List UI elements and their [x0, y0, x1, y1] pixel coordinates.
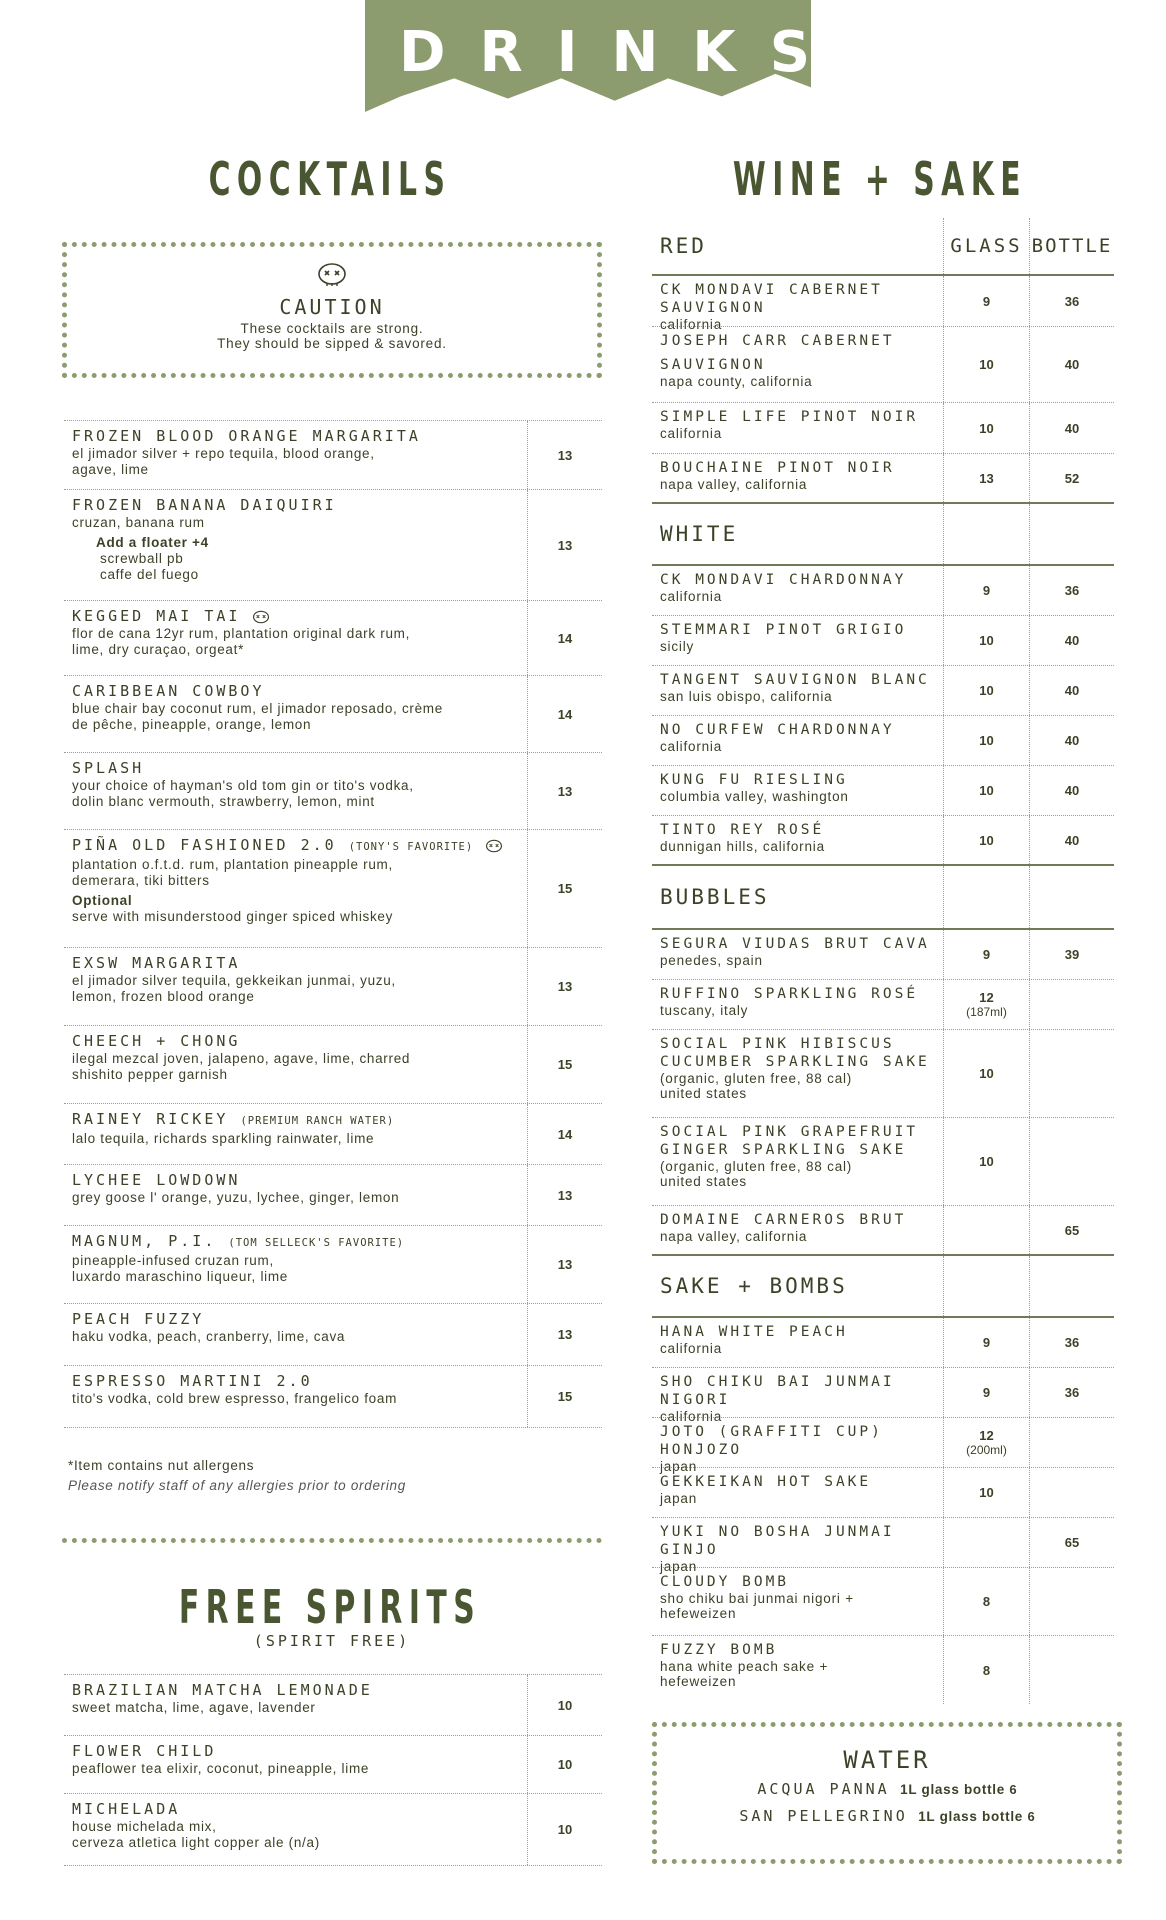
item-name: LYCHEE LOWDOWN [72, 1171, 241, 1189]
section-bubbles: BUBBLES [660, 885, 770, 909]
item-price: 13 [557, 979, 573, 994]
section-sake: SAKE + BOMBS [660, 1274, 848, 1298]
wine-name: SOCIAL PINK HIBISCUS [660, 1036, 895, 1052]
wine-name: DOMAINE CARNEROS BRUT [660, 1212, 907, 1228]
water-desc: 1L glass bottle [918, 1809, 1023, 1824]
list-item [64, 1736, 602, 1794]
wine-name: STEMMARI PINOT GRIGIO [660, 622, 907, 638]
bottle-price: 40 [1064, 420, 1080, 436]
wine-name: JOSEPH CARR CABERNET [660, 333, 895, 349]
wine-desc: hana white peach sake + [660, 1659, 829, 1674]
list-item [64, 601, 602, 676]
wine-row [652, 1368, 1114, 1424]
list-item [64, 1104, 602, 1165]
wine-row [652, 1518, 1114, 1574]
list-item [64, 490, 602, 601]
wine-row [652, 616, 1114, 666]
wine-region: california [660, 426, 723, 441]
wine-name: SIMPLE LIFE PINOT NOIR [660, 409, 919, 425]
wine-row [652, 1206, 1114, 1256]
bottle-price: 40 [1064, 733, 1080, 748]
water-price: 6 [1009, 1782, 1017, 1797]
item-price: 14 [557, 630, 573, 646]
item-desc: haku vodka, peach, cranberry, lime, cava [72, 1329, 346, 1344]
wine-note: (organic, gluten free, 88 cal) [660, 1071, 853, 1086]
wine-region: united states [660, 1086, 747, 1101]
glass-size: (200ml) [966, 1443, 1007, 1457]
item-tag: (PREMIUM RANCH WATER) [240, 1115, 395, 1127]
item-name: CHEECH + CHONG [72, 1032, 241, 1050]
glass-price: 8 [982, 1594, 991, 1609]
item-name: FROZEN BANANA DAIQUIRI [72, 496, 337, 514]
item-desc: cerveza atletica light copper ale (n/a) [72, 1835, 320, 1850]
wine-name: FUZZY BOMB [660, 1642, 778, 1658]
item-price: 13 [557, 1187, 573, 1203]
white-header-row [652, 504, 1114, 566]
wine-row [652, 1636, 1114, 1704]
wine-row [652, 666, 1114, 716]
item-price: 10 [557, 1757, 573, 1772]
wine-row [652, 1468, 1114, 1518]
item-price: 15 [557, 881, 573, 896]
item-desc: flor de cana 12yr rum, plantation original dark rum, [72, 626, 411, 641]
glass-price: 10 [979, 1154, 994, 1169]
item-desc: tito's vodka, cold brew espresso, frangelico foam [72, 1391, 398, 1406]
glass-price: 9 [982, 947, 991, 962]
glass-price: 10 [979, 420, 994, 436]
wine-name-line2: SAUVIGNON [660, 357, 766, 373]
glass-size: (187ml) [966, 1005, 1007, 1019]
item-desc: de pêche, pineapple, orange, lemon [72, 717, 312, 732]
wine-name: TINTO REY ROSÉ [660, 822, 825, 838]
wine-region: tuscany, italy [660, 1003, 749, 1018]
wine-region: california [660, 589, 723, 604]
list-item [64, 1794, 602, 1866]
item-name-row [72, 607, 519, 626]
bottle-price: 40 [1064, 633, 1080, 648]
list-item [64, 1366, 602, 1428]
item-desc: shishito pepper garnish [72, 1067, 228, 1082]
item-desc: blue chair bay coconut rum, el jimador reposado, crème [72, 701, 443, 716]
item-desc: lemon, frozen blood orange [72, 989, 255, 1004]
item-desc: lalo tequila, richards sparkling rainwater, lime [72, 1131, 375, 1146]
wine-region: california [660, 739, 723, 754]
wine-name: RUFFINO SPARKLING ROSÉ [660, 986, 919, 1002]
wine-name: HANA WHITE PEACH [660, 1324, 848, 1340]
floater-option: screwball pb [100, 551, 184, 566]
water-name: SAN PELLEGRINO [739, 1807, 908, 1825]
optional-label: Optional [72, 893, 133, 908]
wine-row [652, 1568, 1114, 1636]
wine-row [652, 930, 1114, 980]
item-desc: el jimador silver + repo tequila, blood orange, [72, 446, 375, 461]
floater-option: caffe del fuego [100, 567, 199, 582]
item-desc: serve with misunderstood ginger spiced whiskey [72, 909, 394, 924]
item-price: 13 [557, 447, 573, 463]
bottle-price: 40 [1064, 783, 1080, 798]
wine-region: japan [660, 1491, 698, 1506]
bottle-price: 36 [1064, 583, 1080, 598]
list-item [64, 1165, 602, 1226]
glass-price: 9 [982, 293, 991, 309]
item-name: PIÑA OLD FASHIONED 2.0 [72, 836, 337, 854]
item-desc: pineapple-infused cruzan rum, [72, 1253, 274, 1268]
item-desc: peaflower tea elixir, coconut, pineapple, lime [72, 1761, 370, 1776]
item-name: FROZEN BLOOD ORANGE MARGARITA [72, 427, 421, 445]
wine-note: (organic, gluten free, 88 cal) [660, 1159, 853, 1174]
item-name: MAGNUM, P.I. [72, 1232, 217, 1250]
wine-desc: sho chiku bai junmai nigori + [660, 1591, 854, 1606]
item-price: 15 [557, 1389, 573, 1404]
wine-table [652, 218, 1114, 1704]
wine-desc: hefeweizen [660, 1674, 737, 1689]
item-price: 10 [557, 1822, 573, 1837]
section-red: RED [660, 234, 707, 258]
item-desc: grey goose l' orange, yuzu, lychee, ginger, lemon [72, 1190, 400, 1205]
item-name: MICHELADA [72, 1800, 181, 1818]
glass-price: 13 [979, 470, 994, 486]
skull-icon [485, 839, 503, 853]
item-price: 13 [557, 537, 573, 553]
wine-region: penedes, spain [660, 953, 763, 968]
water-item [652, 1780, 1122, 1799]
item-name: PEACH FUZZY [72, 1310, 205, 1328]
glass-price: 10 [979, 633, 994, 648]
col-glass: GLASS [950, 235, 1023, 257]
item-desc: ilegal mezcal joven, jalapeno, agave, lime, charred [72, 1051, 411, 1066]
wine-region: dunnigan hills, california [660, 839, 825, 854]
wine-row [652, 1318, 1114, 1368]
bottle-price: 40 [1064, 683, 1080, 698]
wine-region: napa county, california [660, 374, 813, 389]
item-price: 13 [557, 783, 573, 799]
sake-header-row [652, 1256, 1114, 1318]
divider [62, 1538, 602, 1543]
wine-name: CK MONDAVI CHARDONNAY [660, 572, 907, 588]
item-desc: luxardo maraschino liqueur, lime [72, 1269, 288, 1284]
cocktails-heading: COCKTAILS [208, 152, 452, 206]
glass-price: 10 [979, 783, 994, 798]
list-item [64, 1026, 602, 1104]
wine-region: napa valley, california [660, 1229, 808, 1244]
item-name: BRAZILIAN MATCHA LEMONADE [72, 1681, 373, 1699]
item-desc: demerara, tiki bitters [72, 873, 210, 888]
wine-row [652, 403, 1114, 454]
list-item [64, 830, 602, 948]
allergen-line1: *Item contains nut allergens [68, 1458, 255, 1473]
list-item [64, 676, 602, 753]
wine-name: SHO CHIKU BAI JUNMAI NIGORI [660, 1374, 895, 1408]
glass-price: 10 [979, 1066, 994, 1081]
wine-row [652, 1030, 1114, 1118]
wine-region: napa valley, california [660, 477, 808, 492]
glass-price: 9 [982, 1385, 991, 1400]
item-desc: dolin blanc vermouth, strawberry, lemon, mint [72, 794, 375, 809]
wine-region: columbia valley, washington [660, 789, 849, 804]
water-desc: 1L glass bottle [900, 1782, 1005, 1797]
glass-price: 12 [979, 1428, 994, 1443]
wine-name: SOCIAL PINK GRAPEFRUIT [660, 1124, 919, 1140]
glass-price: 10 [979, 733, 994, 748]
list-item [64, 753, 602, 830]
glass-price: 10 [979, 832, 994, 848]
item-price: 14 [557, 1126, 573, 1142]
list-item [64, 1304, 602, 1366]
skull-icon [252, 610, 270, 624]
allergen-line2: Please notify staff of any allergies prior to ordering [68, 1478, 406, 1493]
item-desc: house michelada mix, [72, 1819, 217, 1834]
wine-region: california [660, 1409, 723, 1424]
caution-content [62, 262, 602, 351]
water-price: 6 [1027, 1809, 1035, 1824]
wine-sake-heading: WINE + SAKE [732, 152, 1028, 206]
water-item [652, 1807, 1122, 1826]
item-desc: el jimador silver tequila, gekkeikan junmai, yuzu, [72, 973, 396, 988]
wine-name: JOTO (GRAFFITI CUP) HONJOZO [660, 1424, 883, 1458]
glass-price: 10 [979, 357, 994, 372]
section-white: WHITE [660, 522, 739, 546]
wine-row [652, 454, 1114, 504]
item-desc: plantation o.f.t.d. rum, plantation pineapple rum, [72, 857, 393, 872]
wine-row [652, 276, 1114, 332]
wine-row [652, 766, 1114, 816]
banner-title: DRINKS [399, 20, 845, 85]
wine-name-line2: GINGER SPARKLING SAKE [660, 1142, 907, 1158]
bottle-price: 36 [1064, 1385, 1080, 1400]
wine-row [652, 816, 1114, 866]
wine-name: SEGURA VIUDAS BRUT CAVA [660, 936, 930, 952]
wine-region: united states [660, 1174, 747, 1189]
wine-region: japan [660, 1559, 698, 1574]
item-name: CARIBBEAN COWBOY [72, 682, 265, 700]
wine-row [652, 1418, 1114, 1474]
bottle-price: 65 [1064, 1535, 1080, 1550]
item-desc: cruzan, banana rum [72, 515, 205, 530]
list-item [64, 948, 602, 1026]
item-price: 14 [557, 706, 573, 722]
wine-row [652, 327, 1114, 403]
floater-label: Add a floater +4 [96, 535, 209, 550]
red-header-row [652, 218, 1114, 276]
glass-price: 10 [979, 683, 994, 698]
wine-name: CLOUDY BOMB [660, 1574, 790, 1590]
wine-name: NO CURFEW CHARDONNAY [660, 722, 895, 738]
bottle-price: 39 [1064, 947, 1080, 962]
list-item [64, 420, 602, 490]
item-desc: your choice of hayman's old tom gin or tito's vodka, [72, 778, 414, 793]
wine-name: KUNG FU RIESLING [660, 772, 848, 788]
item-price: 15 [557, 1057, 573, 1072]
list-item [64, 1226, 602, 1304]
bubbles-header-row [652, 866, 1114, 930]
item-name: KEGGED MAI TAI [72, 607, 241, 625]
water-content [652, 1746, 1122, 1826]
wine-region: san luis obispo, california [660, 689, 833, 704]
wine-region: california [660, 317, 723, 332]
wine-name-line2: CUCUMBER SPARKLING SAKE [660, 1054, 930, 1070]
item-price: 13 [557, 1327, 573, 1342]
water-heading: WATER [843, 1746, 931, 1774]
free-spirits-table [64, 1674, 602, 1866]
bottle-price: 52 [1064, 470, 1080, 486]
glass-price: 10 [979, 1485, 994, 1500]
glass-price: 9 [982, 1335, 991, 1350]
bottle-price: 36 [1064, 1335, 1080, 1350]
caution-title: CAUTION [279, 295, 385, 319]
col-bottle: BOTTLE [1031, 235, 1113, 257]
item-name-row [72, 1110, 519, 1131]
item-tag: (TONY'S FAVORITE) [348, 841, 474, 853]
caution-line1: These cocktails are strong. [240, 321, 424, 336]
item-tag: (TOM SELLECK'S FAVORITE) [228, 1237, 405, 1249]
wine-name: BOUCHAINE PINOT NOIR [660, 460, 895, 476]
water-name: ACQUA PANNA [757, 1780, 890, 1798]
wine-region: california [660, 1341, 723, 1356]
item-name-row [72, 836, 519, 857]
bottle-price: 40 [1064, 832, 1080, 848]
caution-line2: They should be sipped & savored. [217, 336, 447, 351]
item-name: ESPRESSO MARTINI 2.0 [72, 1372, 313, 1390]
free-spirits-heading: FREE SPIRITS [178, 1580, 482, 1634]
glass-price: 12 [979, 990, 994, 1005]
item-desc: agave, lime [72, 462, 149, 477]
glass-price: 8 [982, 1662, 991, 1678]
wine-row [652, 1118, 1114, 1206]
free-spirits-subheading: (SPIRIT FREE) [253, 1632, 411, 1650]
wine-row [652, 980, 1114, 1030]
wine-row [652, 566, 1114, 616]
wine-name: GEKKEIKAN HOT SAKE [660, 1474, 872, 1490]
item-price: 10 [557, 1697, 573, 1713]
wine-name: YUKI NO BOSHA JUNMAI GINJO [660, 1524, 895, 1558]
item-name: RAINEY RICKEY [72, 1110, 229, 1128]
wine-row [652, 716, 1114, 766]
allergen-note [68, 1458, 608, 1494]
glass-price: 9 [982, 583, 991, 598]
item-name: FLOWER CHILD [72, 1742, 217, 1760]
wine-desc: hefeweizen [660, 1606, 737, 1621]
item-name: EXSW MARGARITA [72, 954, 241, 972]
skull-icon [316, 262, 348, 288]
item-name-row [72, 1232, 519, 1253]
wine-name: CK MONDAVI CABERNET SAUVIGNON [660, 282, 883, 316]
item-price: 13 [557, 1257, 573, 1272]
item-desc: lime, dry curaçao, orgeat* [72, 642, 245, 657]
wine-region: japan [660, 1459, 698, 1474]
bottle-price: 40 [1064, 357, 1080, 372]
cocktails-table [64, 420, 602, 1428]
wine-name: TANGENT SAUVIGNON BLANC [660, 672, 930, 688]
wine-region: sicily [660, 639, 695, 654]
bottle-price: 36 [1064, 293, 1080, 309]
item-name: SPLASH [72, 759, 145, 777]
item-desc: sweet matcha, lime, agave, lavender [72, 1700, 316, 1715]
list-item [64, 1674, 602, 1736]
bottle-price: 65 [1064, 1222, 1080, 1238]
